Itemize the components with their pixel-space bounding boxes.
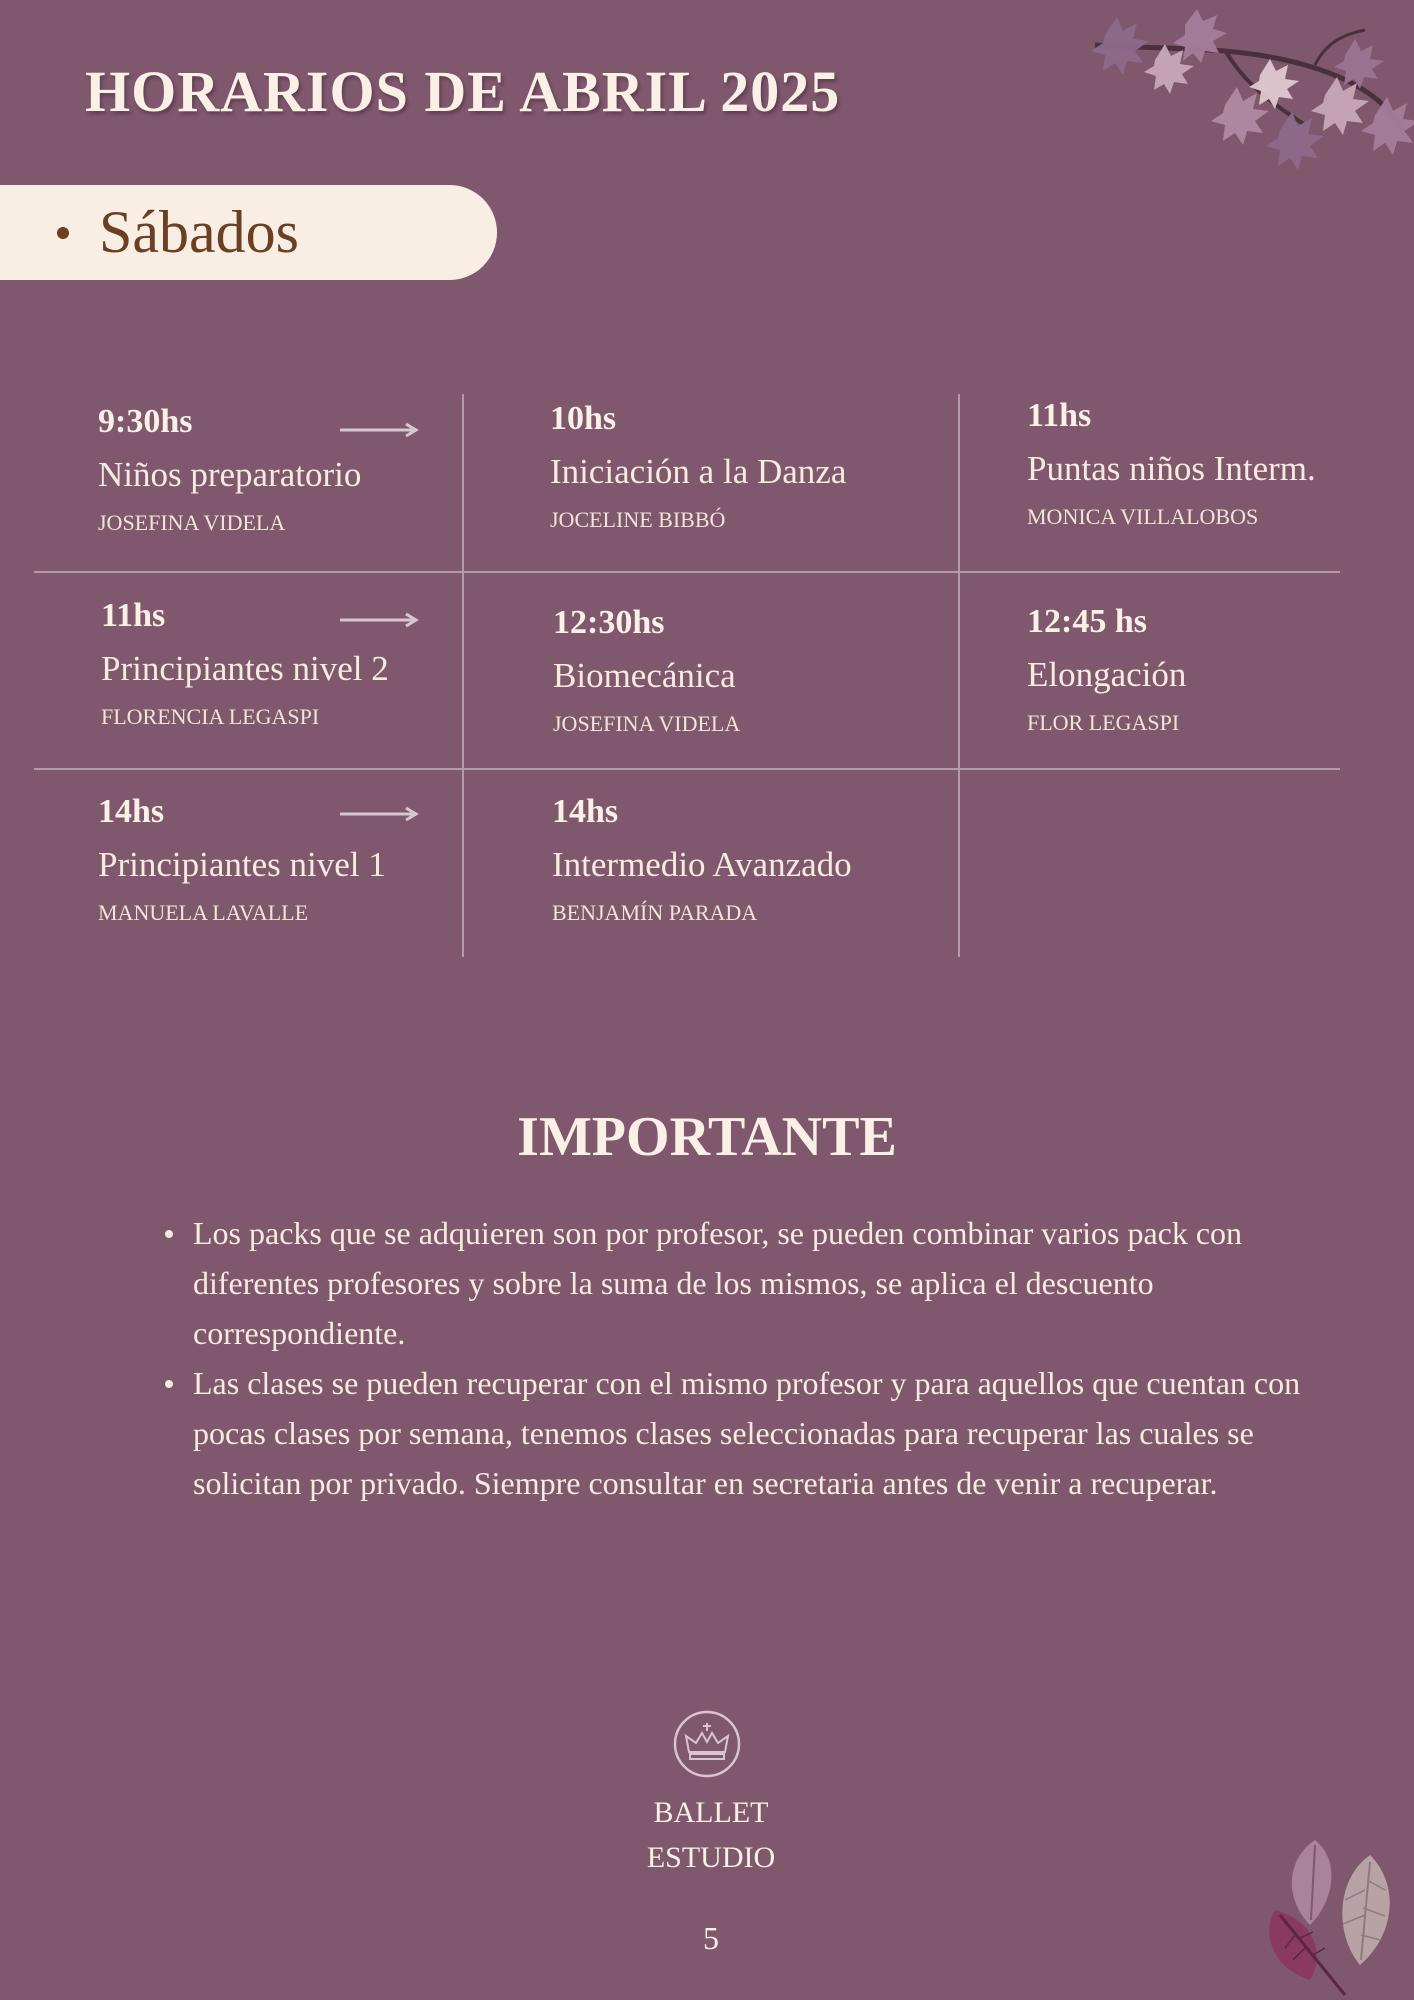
brand-line: ESTUDIO xyxy=(646,1841,776,1874)
class-name: Intermedio Avanzado xyxy=(552,845,852,884)
class-time: 12:45 hs xyxy=(1027,603,1147,640)
page-number: 5 xyxy=(703,1920,719,1956)
note-item: Las clases se pueden recuperar con el mismo profesor y para aquellos que cuentan con pocas clases por semana, tenemos clases seleccionadas para recuperar las cuales se solicitan por privado. Siempre consultar en secretaria antes de venir a recuperar. xyxy=(160,1358,1310,1508)
teacher-name: FLOR LEGASPI xyxy=(1027,710,1180,735)
schedule-cell xyxy=(553,606,740,735)
class-time: 11hs xyxy=(101,597,166,634)
grid-line-horizontal xyxy=(34,571,1340,573)
teacher-name: MANUELA LAVALLE xyxy=(98,900,309,925)
day-label: Sábados xyxy=(99,199,299,265)
grid-line-vertical xyxy=(462,394,464,957)
leaves-decoration-icon xyxy=(1255,1820,1414,2000)
arrow-right-icon xyxy=(340,422,420,438)
teacher-name: JOSEFINA VIDELA xyxy=(553,711,741,736)
important-title: IMPORTANTE xyxy=(517,1106,897,1168)
schedule-cell xyxy=(98,405,361,534)
teacher-name: JOSEFINA VIDELA xyxy=(98,510,286,535)
arrow-right-icon xyxy=(340,806,420,822)
leaves-decoration-icon xyxy=(1075,5,1414,195)
arrow-right-icon xyxy=(340,612,420,628)
class-name: Elongación xyxy=(1027,655,1187,694)
class-name: Biomecánica xyxy=(553,656,736,695)
teacher-name: FLORENCIA LEGASPI xyxy=(101,704,320,729)
class-time: 14hs xyxy=(98,793,165,830)
grid-line-vertical xyxy=(958,394,960,957)
class-name: Puntas niños Interm. xyxy=(1027,449,1316,488)
class-time: 9:30hs xyxy=(98,403,193,440)
brand-name xyxy=(0,1790,1414,1880)
class-time: 12:30hs xyxy=(553,604,665,641)
page-title: HORARIOS DE ABRIL 2025 xyxy=(85,59,841,124)
schedule-cell xyxy=(550,402,846,531)
schedule-cell xyxy=(1027,605,1186,734)
important-notes xyxy=(160,1208,1310,1508)
class-name: Principiantes nivel 2 xyxy=(101,649,389,688)
schedule-cell xyxy=(1027,399,1316,528)
note-item: Los packs que se adquieren son por profesor, se pueden combinar varios pack con diferentes profesores y sobre la suma de los mismos, se aplica el descuento correspondiente. xyxy=(160,1208,1310,1358)
class-time: 11hs xyxy=(1027,397,1092,434)
class-name: Principiantes nivel 1 xyxy=(98,845,386,884)
bullet-icon xyxy=(57,227,69,239)
grid-line-horizontal xyxy=(34,768,1340,770)
class-name: Iniciación a la Danza xyxy=(550,452,847,491)
class-time: 14hs xyxy=(552,793,619,830)
brand-line: BALLET xyxy=(653,1796,769,1829)
class-time: 10hs xyxy=(550,400,617,437)
teacher-name: MONICA VILLALOBOS xyxy=(1027,504,1259,529)
day-header xyxy=(0,185,497,280)
teacher-name: JOCELINE BIBBÓ xyxy=(550,507,726,532)
crown-icon xyxy=(672,1709,742,1779)
schedule-cell xyxy=(552,795,852,924)
class-name: Niños preparatorio xyxy=(98,455,362,494)
teacher-name: BENJAMÍN PARADA xyxy=(552,900,758,925)
